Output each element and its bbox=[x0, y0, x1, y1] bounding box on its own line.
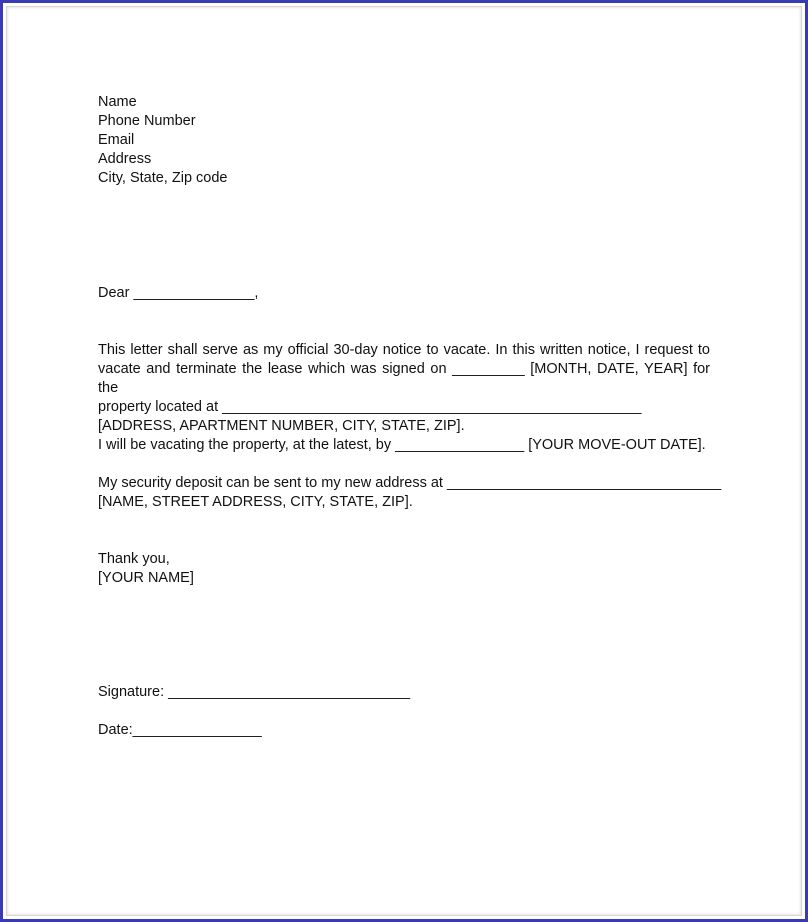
date-line: Date:________________ bbox=[98, 722, 262, 738]
sender-block bbox=[98, 93, 710, 188]
sender-address: Address bbox=[98, 151, 152, 167]
closing-thanks: Thank you, bbox=[98, 551, 170, 567]
deposit-line-1: My security deposit can be sent to my new address at __________________________________ bbox=[98, 475, 722, 491]
deposit-paragraph bbox=[98, 474, 722, 512]
move-out-line: I will be vacating the property, at the latest, by ________________ [YOUR MOVE-OUT DATE]. bbox=[98, 437, 706, 453]
notice-line-3: property located at ____________________________________________________ bbox=[98, 399, 642, 415]
deposit-line-2: [NAME, STREET ADDRESS, CITY, STATE, ZIP]. bbox=[98, 494, 413, 510]
notice-line-2: vacate and terminate the lease which was signed on _________ [MONTH, DATE, YEAR] for the bbox=[98, 361, 710, 396]
sender-phone: Phone Number bbox=[98, 113, 196, 129]
sender-email: Email bbox=[98, 132, 135, 148]
notice-line-1: This letter shall serve as my official 30-day notice to vacate. In this written notice, I request to bbox=[98, 342, 710, 358]
date-field bbox=[98, 721, 262, 740]
notice-line-4: [ADDRESS, APARTMENT NUMBER, CITY, STATE, ZIP]. bbox=[98, 418, 465, 434]
closing-name: [YOUR NAME] bbox=[98, 570, 194, 586]
signature-line: Signature: ______________________________ bbox=[98, 684, 411, 700]
letter-document bbox=[98, 93, 722, 738]
move-out-paragraph bbox=[98, 436, 710, 455]
salutation bbox=[98, 284, 258, 303]
signature-field bbox=[98, 683, 410, 702]
salutation-text: Dear _______________, bbox=[98, 285, 259, 301]
notice-paragraph bbox=[98, 341, 710, 436]
sender-city-state-zip: City, State, Zip code bbox=[98, 170, 228, 186]
sender-name: Name bbox=[98, 94, 137, 110]
closing-block bbox=[98, 550, 194, 588]
